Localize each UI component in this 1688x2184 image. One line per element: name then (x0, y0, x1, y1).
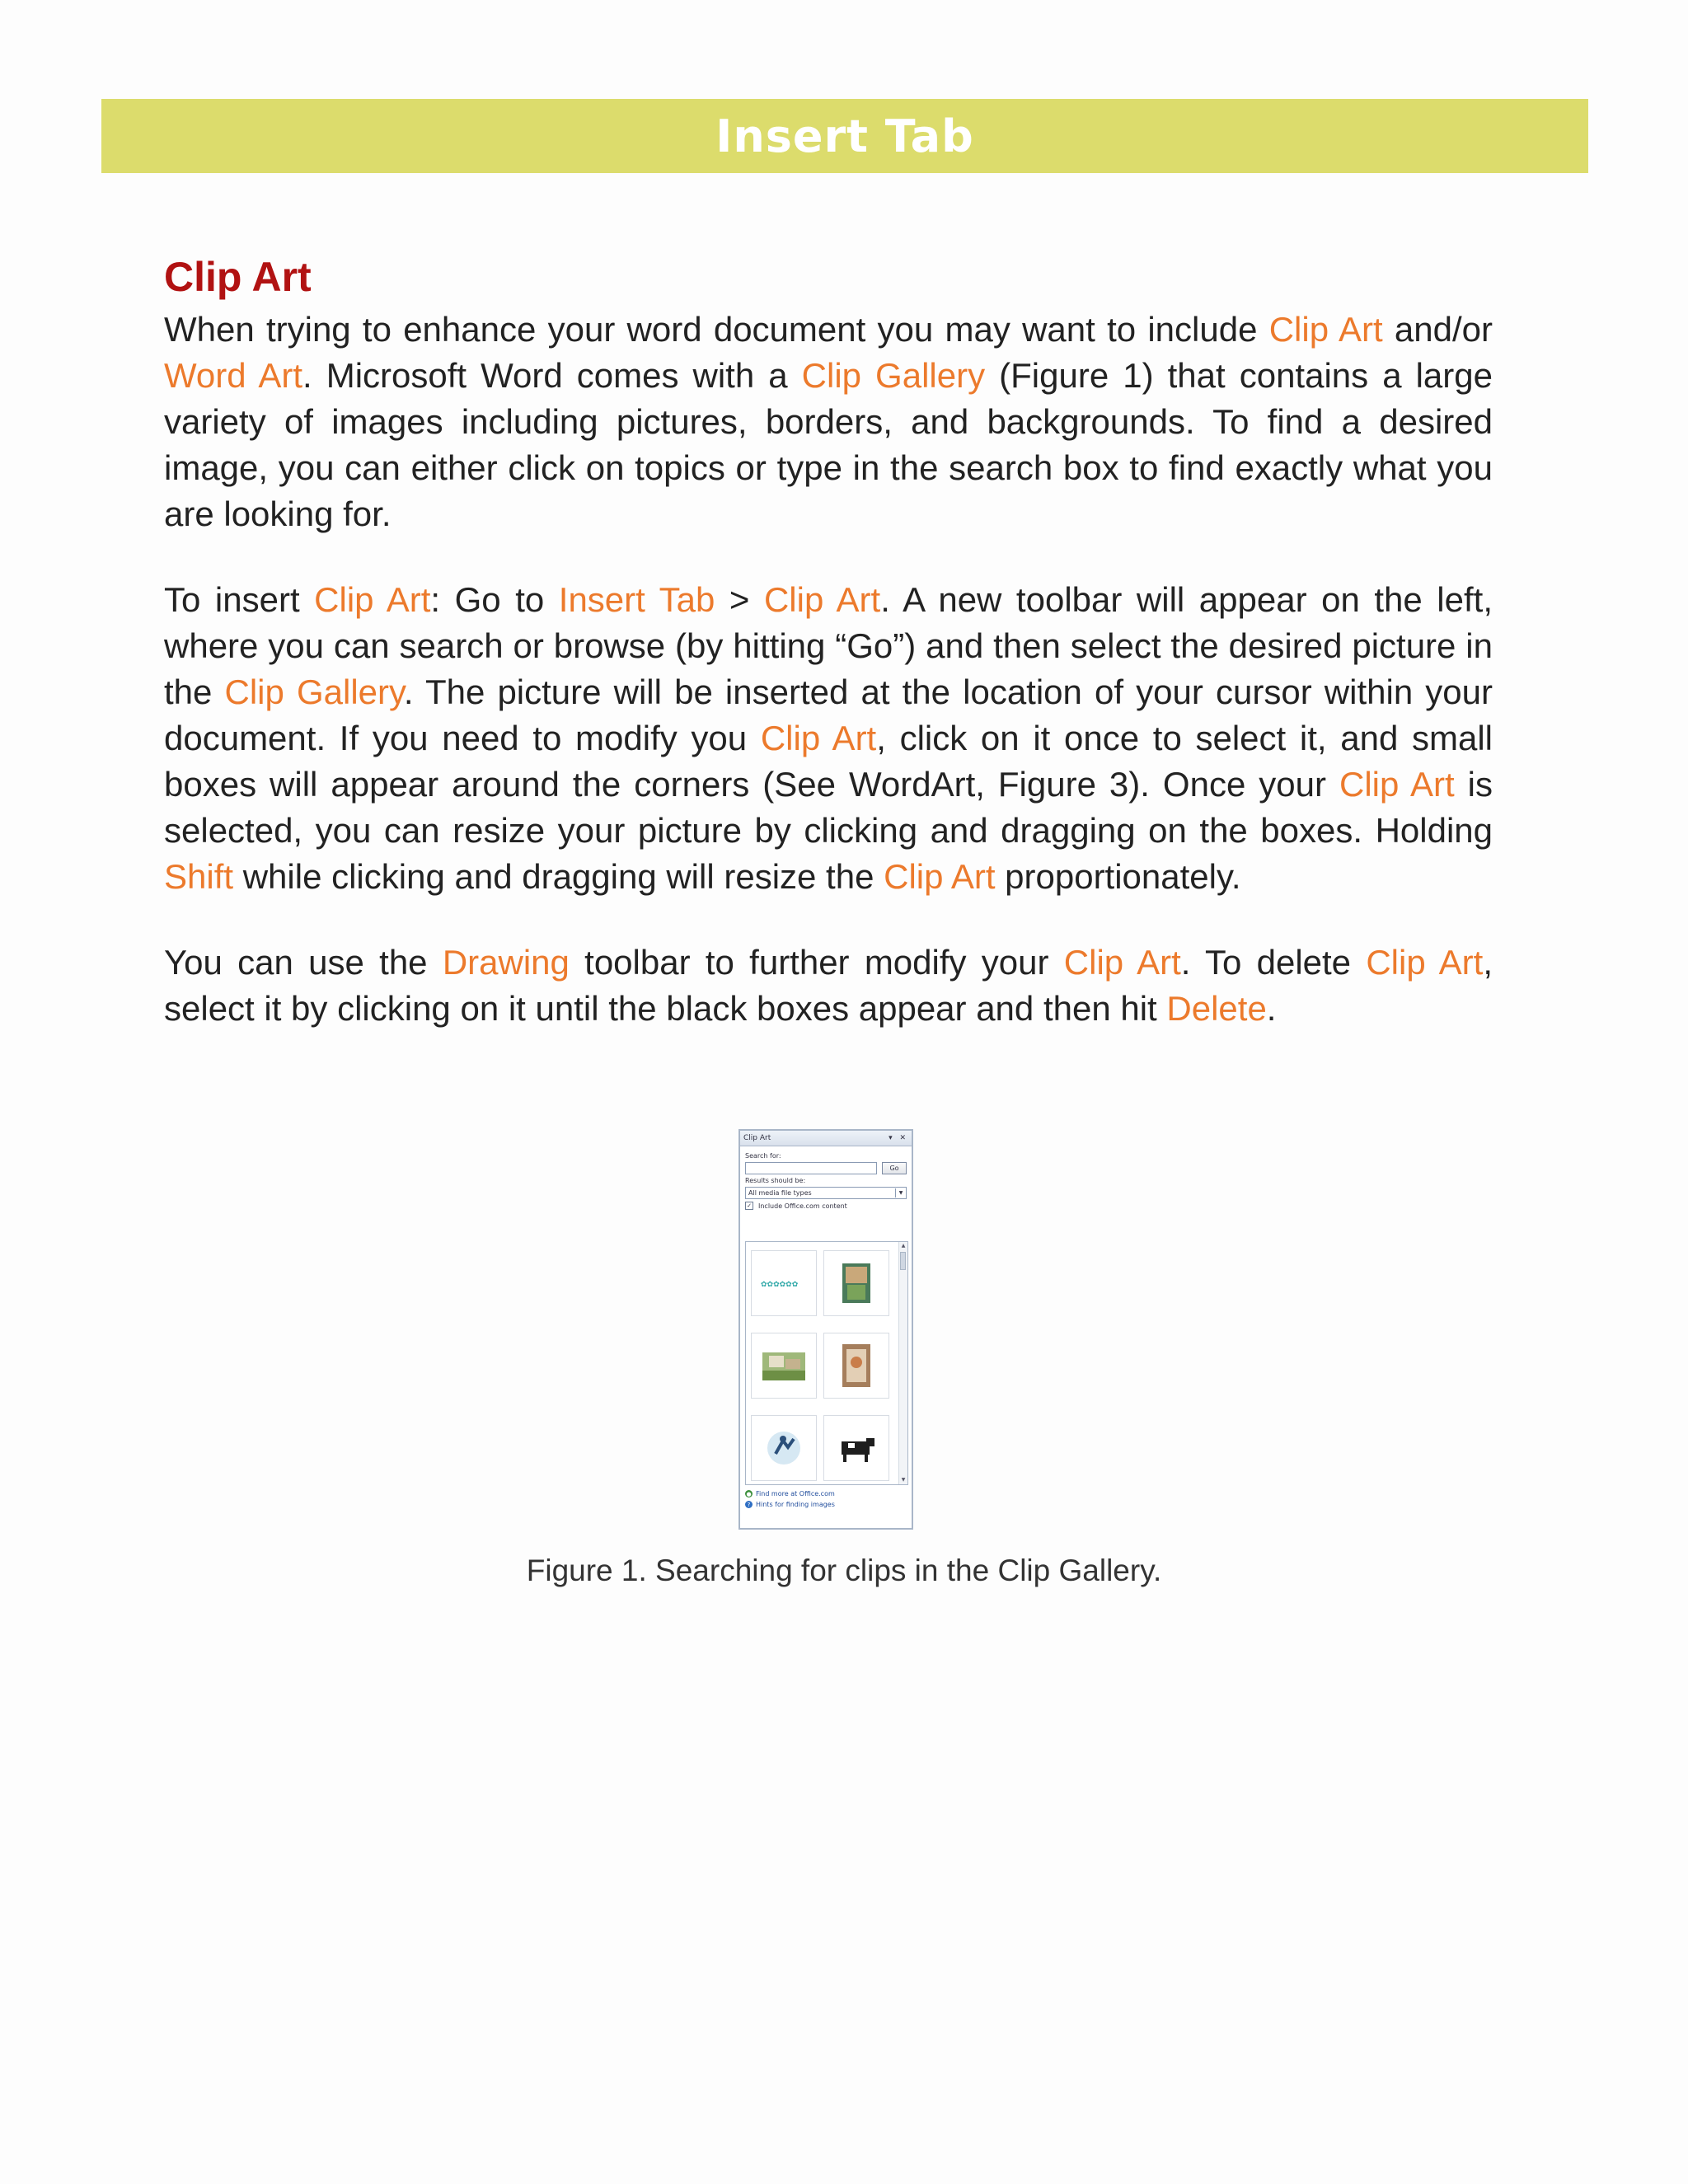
find-more-link[interactable]: Find more at Office.com (756, 1490, 835, 1497)
media-type-value: All media file types (748, 1189, 812, 1197)
help-icon: ? (745, 1501, 753, 1508)
pane-header (740, 1131, 912, 1146)
text-run: while clicking and dragging will resize the (233, 857, 884, 896)
results-label: Results should be: (745, 1177, 806, 1184)
clip-results-panel (745, 1241, 908, 1485)
highlight-term: Shift (164, 857, 234, 896)
banner-title: Insert Tab (715, 110, 974, 162)
highlight-term: Clip Gallery (224, 673, 404, 711)
text-run: and/or (1382, 310, 1493, 349)
text-run: . A new toolbar will appear on the left, where you can search or browse (by hitting “Go”) and then select the desired picture in the (164, 580, 1493, 711)
include-office-label: Include Office.com content (758, 1202, 847, 1210)
border-clip-icon (759, 1275, 809, 1291)
paragraph-intro (164, 307, 1493, 537)
text-run: , select it by clicking on it until the black boxes appear and then hit (164, 943, 1493, 1028)
clip-thumbnail[interactable] (751, 1415, 817, 1481)
hints-link[interactable]: Hints for finding images (756, 1501, 835, 1508)
text-run: > (715, 580, 764, 619)
section-banner (101, 99, 1588, 173)
search-label: Search for: (745, 1152, 781, 1160)
text-run: , click on it once to select it, and small boxes will appear around the corners (See WordArt, Figure 3). Once your (164, 719, 1493, 804)
paragraph-insert (164, 577, 1493, 900)
figure-caption: Figure 1. Searching for clips in the Clip Gallery. (526, 1554, 1162, 1587)
clip-thumbnail[interactable] (823, 1250, 889, 1316)
text-run: When trying to enhance your word document you may want to include (164, 310, 1269, 349)
pane-links (745, 1490, 835, 1511)
text-run: toolbar to further modify your (569, 943, 1064, 982)
portrait-clip-icon (837, 1343, 875, 1389)
highlight-term: Word Art (164, 356, 302, 395)
pane-body (740, 1146, 912, 1213)
document-content (164, 247, 1493, 1032)
highlight-term: Clip Art (314, 580, 431, 619)
media-type-select[interactable] (745, 1187, 907, 1199)
text-run: : Go to (430, 580, 559, 619)
clip-thumbnail[interactable] (751, 1250, 817, 1316)
text-run: . To delete (1180, 943, 1367, 982)
text-run: . Microsoft Word comes with a (302, 356, 802, 395)
text-run: (Figure 1) that contains a large variety of images including pictures, borders, and backgrounds. To find a desired image, you can either click on topics or type in the search box to find exactly what you are looking for. (164, 356, 1493, 533)
office-icon: ● (746, 1490, 752, 1497)
clip-thumbnail[interactable] (823, 1415, 889, 1481)
text-run: To insert (164, 580, 315, 619)
text-run: You can use the (164, 943, 443, 982)
highlight-term: Clip Art (1268, 310, 1383, 349)
svg-text:✿✿✿✿✿✿: ✿✿✿✿✿✿ (761, 1281, 799, 1289)
text-run: proportionately. (995, 857, 1241, 896)
text-run: . (1266, 989, 1277, 1028)
highlight-term: Delete (1166, 989, 1267, 1028)
text-run: is selected, you can resize your picture by clicking and dragging on the boxes. Holding (164, 765, 1493, 850)
results-scrollbar[interactable] (898, 1242, 907, 1484)
clip-art-pane-figure (738, 1129, 913, 1530)
highlight-term: Clip Gallery (801, 356, 986, 395)
section-heading: Clip Art (164, 254, 312, 300)
highlight-term: Clip Art (1063, 943, 1181, 982)
clip-thumbnail[interactable] (751, 1333, 817, 1399)
photo-clip-icon (836, 1260, 877, 1306)
include-office-checkbox[interactable]: ✓ (745, 1202, 753, 1210)
pane-controls-icon[interactable]: ▾ ✕ (889, 1134, 908, 1142)
scroll-up-icon[interactable]: ▲ (901, 1243, 906, 1249)
search-input[interactable] (745, 1162, 877, 1174)
highlight-term: Clip Art (763, 580, 881, 619)
scroll-down-icon[interactable]: ▼ (901, 1477, 906, 1483)
paragraph-drawing (164, 940, 1493, 1032)
chevron-down-icon[interactable]: ▼ (895, 1188, 906, 1197)
text-run: . The picture will be inserted at the location of your cursor within your document. If you need to modify you (164, 673, 1493, 757)
clip-thumbnail[interactable] (823, 1333, 889, 1399)
go-button[interactable]: Go (882, 1162, 907, 1174)
highlight-term: Drawing (442, 943, 570, 982)
cow-clip-icon (833, 1432, 879, 1465)
landscape-clip-icon (761, 1347, 807, 1384)
scroll-thumb[interactable] (900, 1252, 906, 1270)
pane-title: Clip Art (743, 1134, 771, 1142)
highlight-term: Clip Art (884, 857, 996, 896)
figure-clip-icon (763, 1427, 804, 1469)
highlight-term: Clip Art (760, 719, 877, 757)
highlight-term: Insert Tab (558, 580, 715, 619)
highlight-term: Clip Art (1366, 943, 1484, 982)
highlight-term: Clip Art (1339, 765, 1455, 804)
